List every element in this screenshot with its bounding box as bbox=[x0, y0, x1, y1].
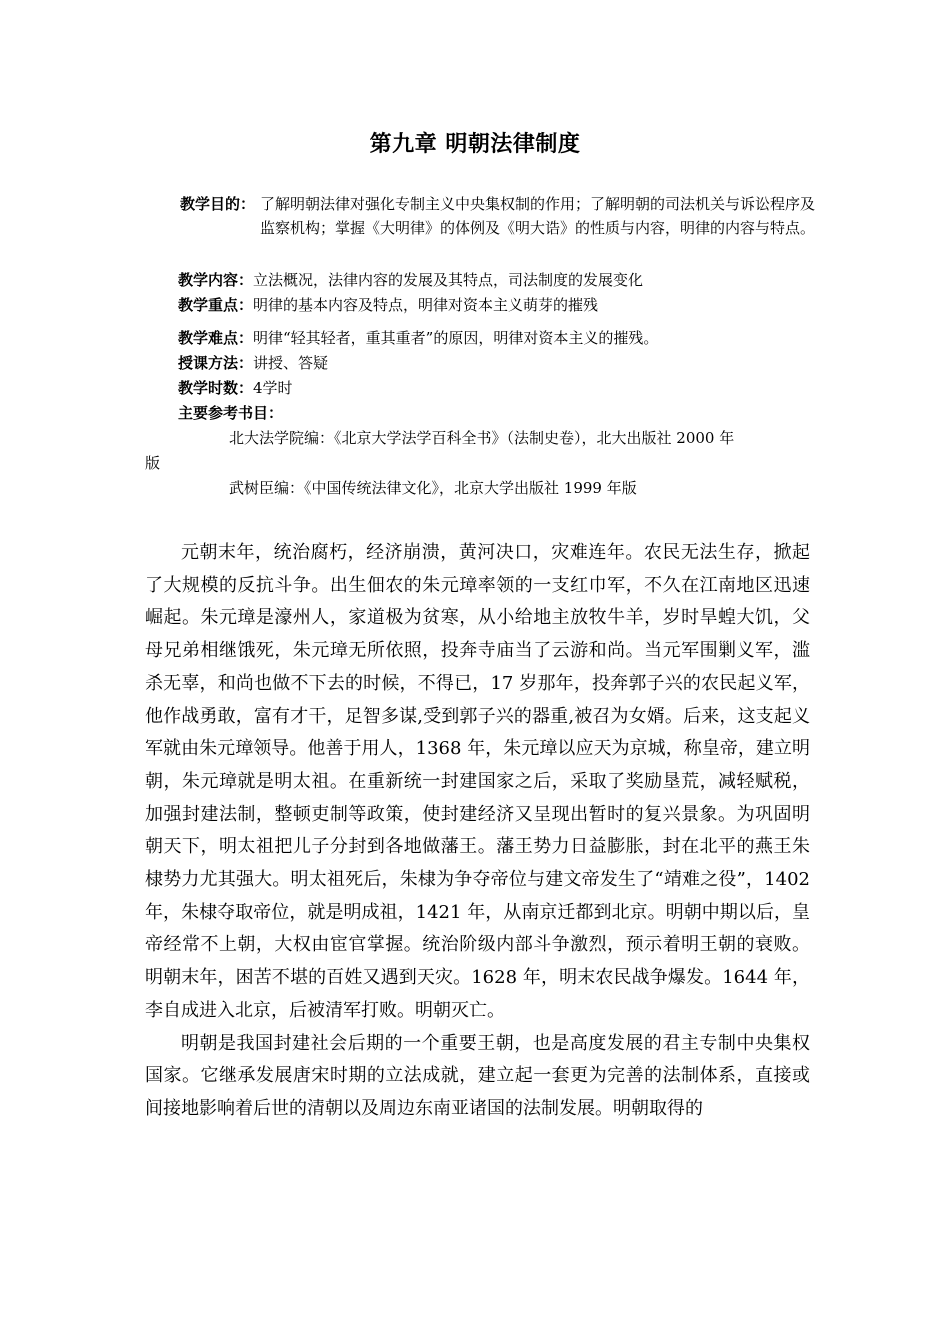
body-text bbox=[145, 537, 810, 1126]
references-label: 主要参考书目： bbox=[178, 404, 284, 422]
teaching-focus bbox=[178, 293, 598, 317]
chapter-title: 第九章 明朝法律制度 bbox=[369, 132, 581, 157]
teaching-content bbox=[178, 268, 643, 292]
teaching-difficulty-label: 教学难点： bbox=[178, 329, 254, 347]
teaching-method-text: 讲授、答疑 bbox=[253, 354, 329, 372]
teaching-difficulty-text: 明律“轻其轻者，重其重者”的原因，明律对资本主义的摧残。 bbox=[253, 329, 659, 347]
teaching-hours-label: 教学时数： bbox=[178, 379, 254, 397]
teaching-method bbox=[178, 351, 328, 375]
teaching-focus-text: 明律的基本内容及特点，明律对资本主义萌芽的摧残 bbox=[253, 296, 599, 314]
paragraph: 明朝是我国封建社会后期的一个重要王朝，也是高度发展的君主专制中央集权国家。它继承发展唐宋时期的立法成就，建立起一套更为完善的法制体系，直接或间接地影响着后世的清朝以及周边东南亚诸国的法制发展。明朝取得的 bbox=[145, 1032, 810, 1119]
teaching-goal-label: 教学目的： bbox=[180, 195, 256, 213]
reference-1: 北大法学院编：《北京大学法学百科全书》（法制史卷），北大出版社 2000 年 bbox=[229, 429, 735, 447]
references-heading bbox=[178, 401, 283, 425]
teaching-difficulty bbox=[178, 326, 658, 350]
teaching-content-label: 教学内容： bbox=[178, 271, 254, 289]
teaching-method-label: 授课方法： bbox=[178, 354, 254, 372]
teaching-focus-label: 教学重点： bbox=[178, 296, 254, 314]
teaching-hours-text: 4学时 bbox=[253, 379, 293, 397]
reference-2: 武树臣编：《中国传统法律文化》，北京大学出版社 1999 年版 bbox=[229, 479, 637, 497]
reference-1-cont: 版 bbox=[145, 454, 161, 472]
teaching-goal-text: 了解明朝法律对强化专制主义中央集权制的作用；了解明朝的司法机关与诉讼程序及监察机构；掌握《大明律》的体例及《明大诰》的性质与内容，明律的内容与特点。 bbox=[260, 195, 816, 237]
paragraph: 元朝末年，统治腐朽，经济崩溃，黄河决口，灾难连年。农民无法生存，掀起了大规模的反抗斗争。出生佃农的朱元璋率领的一支红巾军，不久在江南地区迅速崛起。朱元璋是濠州人，家道极为贫寒，从小给地主放牧牛羊，岁时旱蝗大饥，父母兄弟相继饿死，朱元璋无所依照，投奔寺庙当了云游和尚。当元军围剿义军，滥杀无辜，和尚也做不下去的时候，不得已，17 岁那年，投奔郭子兴的农民起义军，他作战勇敢，富有才干，足智多谋,受到郭子兴的器重,被召为女婿。后来，这支起义军就由朱元璋领导。他善于用人，1368 年，朱元璋以应天为京城，称皇帝，建立明朝，朱元璋就是明太祖。在重新统一封建国家之后，采取了奖励垦荒，减轻赋税，加强封建法制，整顿吏制等政策，使封建经济又呈现出暂时的复兴景象。为巩固明朝天下，明太祖把儿子分封到各地做藩王。藩王势力日益膨胀，封在北平的燕王朱棣势力尤其强大。明太祖死后，朱棣为争夺帝位与建文帝发生了“靖难之役”，1402 年，朱棣夺取帝位，就是明成祖，1421 年，从南京迁都到北京。明朝中期以后，皇帝经常不上朝，大权由宦官掌握。统治阶级内部斗争激烈，预示着明王朝的衰败。明朝末年，困苦不堪的百姓又遇到天灾。1628 年，明末农民战争爆发。1644 年，李自成进入北京，后被清军打败。明朝灭亡。 bbox=[145, 542, 810, 1021]
teaching-goal bbox=[180, 192, 820, 240]
teaching-hours bbox=[178, 376, 293, 400]
teaching-content-text: 立法概况，法律内容的发展及其特点，司法制度的发展变化 bbox=[253, 271, 644, 289]
